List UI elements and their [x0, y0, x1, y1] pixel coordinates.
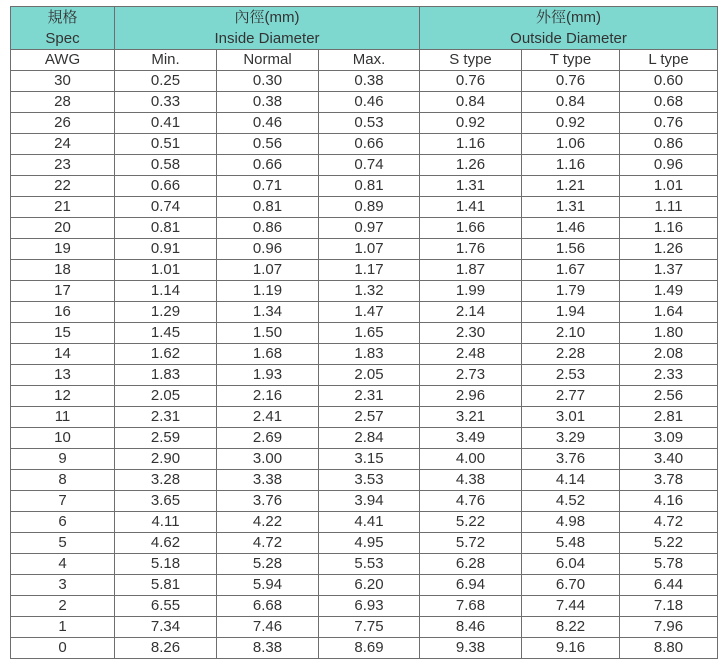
table-cell-max: 0.46: [319, 92, 420, 113]
table-cell-max: 6.93: [319, 596, 420, 617]
table-cell-normal: 5.28: [217, 554, 319, 575]
table-cell-normal: 0.81: [217, 197, 319, 218]
table-cell-s-type: 1.16: [420, 134, 522, 155]
table-cell-normal: 0.30: [217, 71, 319, 92]
table-cell-t-type: 2.77: [522, 386, 620, 407]
table-cell-t-type: 0.92: [522, 113, 620, 134]
table-cell-l-type: 8.80: [620, 638, 718, 659]
table-cell-t-type: 1.56: [522, 239, 620, 260]
table-cell-t-type: 1.94: [522, 302, 620, 323]
table-cell-t-type: 5.48: [522, 533, 620, 554]
table-cell-max: 3.94: [319, 491, 420, 512]
table-cell-l-type: 0.60: [620, 71, 718, 92]
table-cell-max: 0.81: [319, 176, 420, 197]
table-cell-l-type: 0.86: [620, 134, 718, 155]
table-cell-t-type: 6.70: [522, 575, 620, 596]
table-row: [11, 239, 718, 260]
table-cell-t-type: 1.67: [522, 260, 620, 281]
table-cell-min: 1.83: [115, 365, 217, 386]
table-cell-awg: 15: [11, 323, 115, 344]
table-row: [11, 596, 718, 617]
table-cell-max: 3.53: [319, 470, 420, 491]
table-cell-l-type: 1.16: [620, 218, 718, 239]
table-cell-l-type: 5.78: [620, 554, 718, 575]
table-cell-s-type: 2.96: [420, 386, 522, 407]
table-cell-min: 0.33: [115, 92, 217, 113]
table-cell-normal: 1.93: [217, 365, 319, 386]
table-cell-s-type: 2.48: [420, 344, 522, 365]
awg-spec-table: [10, 6, 718, 659]
table-cell-awg: 20: [11, 218, 115, 239]
table-cell-awg: 14: [11, 344, 115, 365]
table-cell-awg: 24: [11, 134, 115, 155]
table-row: [11, 323, 718, 344]
table-cell-normal: 2.16: [217, 386, 319, 407]
table-cell-s-type: 0.76: [420, 71, 522, 92]
column-header-l-type: L type: [620, 50, 718, 71]
table-cell-max: 2.84: [319, 428, 420, 449]
table-cell-s-type: 1.76: [420, 239, 522, 260]
table-cell-min: 2.90: [115, 449, 217, 470]
table-cell-max: 0.97: [319, 218, 420, 239]
table-cell-s-type: 4.00: [420, 449, 522, 470]
table-cell-awg: 28: [11, 92, 115, 113]
table-cell-normal: 0.86: [217, 218, 319, 239]
table-cell-awg: 9: [11, 449, 115, 470]
table-cell-s-type: 1.31: [420, 176, 522, 197]
outside-diameter-header-cell: [420, 7, 718, 50]
table-cell-max: 8.69: [319, 638, 420, 659]
table-cell-t-type: 3.29: [522, 428, 620, 449]
table-cell-min: 1.14: [115, 281, 217, 302]
table-cell-normal: 3.76: [217, 491, 319, 512]
table-cell-t-type: 0.84: [522, 92, 620, 113]
table-cell-l-type: 3.78: [620, 470, 718, 491]
table-cell-t-type: 7.44: [522, 596, 620, 617]
table-cell-t-type: 1.06: [522, 134, 620, 155]
table-cell-max: 5.53: [319, 554, 420, 575]
table-cell-t-type: 6.04: [522, 554, 620, 575]
table-cell-min: 5.81: [115, 575, 217, 596]
table-cell-normal: 1.68: [217, 344, 319, 365]
table-cell-min: 0.66: [115, 176, 217, 197]
column-header-normal: Normal: [217, 50, 319, 71]
table-row: [11, 365, 718, 386]
table-cell-awg: 11: [11, 407, 115, 428]
table-cell-normal: 0.56: [217, 134, 319, 155]
table-cell-s-type: 4.38: [420, 470, 522, 491]
column-header-max: Max.: [319, 50, 420, 71]
table-cell-l-type: 1.80: [620, 323, 718, 344]
table-row: [11, 71, 718, 92]
table-cell-min: 1.29: [115, 302, 217, 323]
table-cell-awg: 0: [11, 638, 115, 659]
table-cell-awg: 1: [11, 617, 115, 638]
table-cell-s-type: 2.14: [420, 302, 522, 323]
table-cell-l-type: 2.56: [620, 386, 718, 407]
table-cell-l-type: 2.33: [620, 365, 718, 386]
table-row: [11, 176, 718, 197]
table-cell-s-type: 0.92: [420, 113, 522, 134]
table-row: [11, 113, 718, 134]
table-row: [11, 344, 718, 365]
table-cell-normal: 4.72: [217, 533, 319, 554]
table-cell-min: 2.59: [115, 428, 217, 449]
column-header-s-type: S type: [420, 50, 522, 71]
table-row: [11, 260, 718, 281]
table-cell-l-type: 4.16: [620, 491, 718, 512]
table-cell-t-type: 3.76: [522, 449, 620, 470]
table-cell-s-type: 6.94: [420, 575, 522, 596]
table-cell-s-type: 1.99: [420, 281, 522, 302]
table-row: [11, 155, 718, 176]
table-cell-normal: 3.38: [217, 470, 319, 491]
table-cell-t-type: 1.21: [522, 176, 620, 197]
table-cell-l-type: 6.44: [620, 575, 718, 596]
table-cell-min: 0.51: [115, 134, 217, 155]
table-cell-s-type: 2.30: [420, 323, 522, 344]
table-row: [11, 491, 718, 512]
table-cell-max: 0.89: [319, 197, 420, 218]
table-cell-max: 1.07: [319, 239, 420, 260]
table-cell-max: 1.83: [319, 344, 420, 365]
table-cell-awg: 18: [11, 260, 115, 281]
table-cell-min: 2.31: [115, 407, 217, 428]
table-cell-t-type: 4.98: [522, 512, 620, 533]
table-cell-normal: 6.68: [217, 596, 319, 617]
table-cell-max: 2.31: [319, 386, 420, 407]
table-cell-l-type: 5.22: [620, 533, 718, 554]
table-cell-min: 4.62: [115, 533, 217, 554]
table-cell-min: 1.45: [115, 323, 217, 344]
table-cell-min: 3.28: [115, 470, 217, 491]
table-cell-max: 4.95: [319, 533, 420, 554]
table-cell-normal: 8.38: [217, 638, 319, 659]
table-cell-t-type: 9.16: [522, 638, 620, 659]
table-row: [11, 638, 718, 659]
table-cell-normal: 0.46: [217, 113, 319, 134]
table-cell-s-type: 1.66: [420, 218, 522, 239]
table-cell-min: 1.62: [115, 344, 217, 365]
table-cell-t-type: 1.31: [522, 197, 620, 218]
table-cell-awg: 22: [11, 176, 115, 197]
table-cell-awg: 16: [11, 302, 115, 323]
table-cell-s-type: 2.73: [420, 365, 522, 386]
table-cell-awg: 17: [11, 281, 115, 302]
table-cell-s-type: 7.68: [420, 596, 522, 617]
table-cell-min: 0.41: [115, 113, 217, 134]
table-cell-l-type: 1.64: [620, 302, 718, 323]
table-cell-normal: 7.46: [217, 617, 319, 638]
table-row: [11, 512, 718, 533]
table-cell-s-type: 1.26: [420, 155, 522, 176]
table-row: [11, 575, 718, 596]
table-cell-t-type: 3.01: [522, 407, 620, 428]
table-cell-awg: 23: [11, 155, 115, 176]
spec-header-zh: 規格: [47, 9, 78, 26]
table-row: [11, 197, 718, 218]
table-cell-awg: 26: [11, 113, 115, 134]
table-cell-t-type: 8.22: [522, 617, 620, 638]
outside-diameter-header-zh: 外徑(mm): [536, 9, 602, 26]
table-cell-max: 1.17: [319, 260, 420, 281]
table-cell-awg: 19: [11, 239, 115, 260]
table-row: [11, 449, 718, 470]
table-cell-min: 8.26: [115, 638, 217, 659]
table-cell-l-type: 2.08: [620, 344, 718, 365]
table-row: [11, 281, 718, 302]
table-cell-normal: 1.50: [217, 323, 319, 344]
table-cell-normal: 0.71: [217, 176, 319, 197]
table-cell-awg: 7: [11, 491, 115, 512]
table-cell-t-type: 1.46: [522, 218, 620, 239]
table-cell-min: 4.11: [115, 512, 217, 533]
table-cell-normal: 1.07: [217, 260, 319, 281]
table-cell-awg: 30: [11, 71, 115, 92]
table-cell-awg: 13: [11, 365, 115, 386]
table-cell-normal: 1.34: [217, 302, 319, 323]
table-cell-l-type: 7.18: [620, 596, 718, 617]
table-row: [11, 428, 718, 449]
table-cell-min: 1.01: [115, 260, 217, 281]
inside-diameter-header-zh: 內徑(mm): [234, 9, 300, 26]
table-cell-normal: 4.22: [217, 512, 319, 533]
table-cell-awg: 6: [11, 512, 115, 533]
table-cell-t-type: 1.79: [522, 281, 620, 302]
table-cell-normal: 5.94: [217, 575, 319, 596]
table-cell-normal: 0.66: [217, 155, 319, 176]
spec-header-cell: [11, 7, 115, 50]
table-cell-min: 0.81: [115, 218, 217, 239]
table-cell-s-type: 5.22: [420, 512, 522, 533]
table-cell-max: 3.15: [319, 449, 420, 470]
table-cell-max: 2.57: [319, 407, 420, 428]
table-cell-awg: 4: [11, 554, 115, 575]
table-row: [11, 92, 718, 113]
table-body: [11, 71, 718, 659]
table-cell-min: 0.74: [115, 197, 217, 218]
table-cell-s-type: 3.49: [420, 428, 522, 449]
table-cell-l-type: 3.40: [620, 449, 718, 470]
table-column-header-row: [11, 50, 718, 71]
table-cell-t-type: 1.16: [522, 155, 620, 176]
table-cell-t-type: 2.10: [522, 323, 620, 344]
spec-header-en: Spec: [45, 30, 80, 47]
table-row: [11, 407, 718, 428]
table-cell-min: 0.91: [115, 239, 217, 260]
table-cell-l-type: 1.26: [620, 239, 718, 260]
table-group-header-row: [11, 7, 718, 50]
table-cell-awg: 10: [11, 428, 115, 449]
table-cell-max: 4.41: [319, 512, 420, 533]
table-cell-min: 3.65: [115, 491, 217, 512]
column-header-min: Min.: [115, 50, 217, 71]
table-cell-l-type: 4.72: [620, 512, 718, 533]
inside-diameter-header-en: Inside Diameter: [214, 30, 320, 47]
table-cell-max: 7.75: [319, 617, 420, 638]
table-cell-l-type: 0.96: [620, 155, 718, 176]
table-cell-max: 1.47: [319, 302, 420, 323]
table-cell-max: 0.74: [319, 155, 420, 176]
table-cell-awg: 12: [11, 386, 115, 407]
table-cell-awg: 21: [11, 197, 115, 218]
inside-diameter-header-cell: [115, 7, 420, 50]
table-cell-max: 1.32: [319, 281, 420, 302]
table-cell-min: 7.34: [115, 617, 217, 638]
table-cell-s-type: 6.28: [420, 554, 522, 575]
table-cell-max: 0.53: [319, 113, 420, 134]
table-cell-s-type: 3.21: [420, 407, 522, 428]
table-cell-t-type: 2.53: [522, 365, 620, 386]
table-cell-s-type: 0.84: [420, 92, 522, 113]
table-row: [11, 617, 718, 638]
table-cell-s-type: 1.41: [420, 197, 522, 218]
table-cell-l-type: 0.68: [620, 92, 718, 113]
table-cell-s-type: 1.87: [420, 260, 522, 281]
table-cell-awg: 2: [11, 596, 115, 617]
table-cell-l-type: 2.81: [620, 407, 718, 428]
table-cell-t-type: 2.28: [522, 344, 620, 365]
table-cell-max: 2.05: [319, 365, 420, 386]
table-row: [11, 134, 718, 155]
table-cell-normal: 2.69: [217, 428, 319, 449]
table-cell-l-type: 3.09: [620, 428, 718, 449]
column-header-t-type: T type: [522, 50, 620, 71]
table-cell-normal: 0.38: [217, 92, 319, 113]
table-cell-s-type: 5.72: [420, 533, 522, 554]
table-cell-max: 0.66: [319, 134, 420, 155]
table-cell-awg: 8: [11, 470, 115, 491]
table-cell-l-type: 1.37: [620, 260, 718, 281]
table-cell-l-type: 7.96: [620, 617, 718, 638]
table-cell-s-type: 8.46: [420, 617, 522, 638]
table-cell-min: 0.58: [115, 155, 217, 176]
table-cell-normal: 2.41: [217, 407, 319, 428]
table-row: [11, 218, 718, 239]
table-cell-l-type: 1.11: [620, 197, 718, 218]
table-cell-min: 0.25: [115, 71, 217, 92]
table-cell-min: 6.55: [115, 596, 217, 617]
table-row: [11, 470, 718, 491]
table-cell-t-type: 0.76: [522, 71, 620, 92]
table-cell-normal: 1.19: [217, 281, 319, 302]
table-cell-t-type: 4.14: [522, 470, 620, 491]
table-cell-awg: 5: [11, 533, 115, 554]
table-cell-max: 6.20: [319, 575, 420, 596]
outside-diameter-header-en: Outside Diameter: [510, 30, 627, 47]
table-cell-t-type: 4.52: [522, 491, 620, 512]
table-cell-s-type: 4.76: [420, 491, 522, 512]
table-row: [11, 533, 718, 554]
table-cell-l-type: 1.49: [620, 281, 718, 302]
column-header-awg: AWG: [11, 50, 115, 71]
table-cell-max: 1.65: [319, 323, 420, 344]
table-cell-s-type: 9.38: [420, 638, 522, 659]
table-cell-max: 0.38: [319, 71, 420, 92]
table-cell-min: 5.18: [115, 554, 217, 575]
table-row: [11, 554, 718, 575]
table-cell-awg: 3: [11, 575, 115, 596]
table-row: [11, 386, 718, 407]
table-cell-min: 2.05: [115, 386, 217, 407]
table-cell-l-type: 0.76: [620, 113, 718, 134]
table-cell-normal: 0.96: [217, 239, 319, 260]
table-row: [11, 302, 718, 323]
table-cell-normal: 3.00: [217, 449, 319, 470]
table-cell-l-type: 1.01: [620, 176, 718, 197]
